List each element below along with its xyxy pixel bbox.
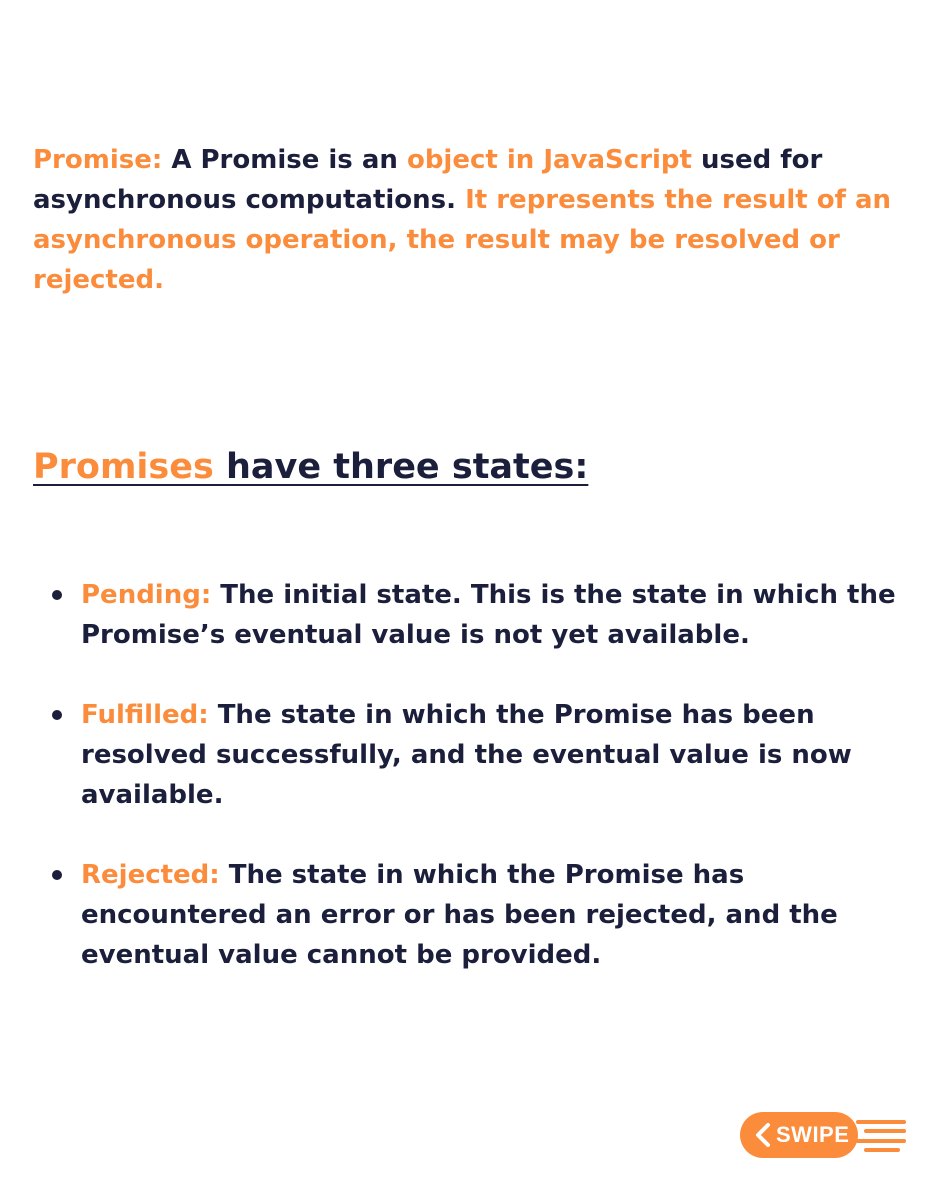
state-label: Fulfilled: — [81, 700, 209, 730]
definition-text-2: used for asynchronous computations. — [33, 145, 823, 215]
definition-highlight-1: object in JavaScript — [406, 145, 692, 175]
bullet-icon — [52, 870, 62, 880]
swipe-label: SWIPE — [776, 1122, 850, 1147]
bullet-icon — [52, 710, 62, 720]
menu-lines-icon — [852, 1116, 908, 1156]
state-item-rejected — [52, 855, 912, 975]
bullet-icon — [52, 590, 62, 600]
state-text: The state in which the Promise has been resolved successfully, and the eventual value is now available. — [81, 700, 852, 810]
states-heading-highlight: Promises — [33, 447, 227, 487]
definition-text-1: A Promise is an — [162, 145, 407, 175]
swipe-button[interactable] — [740, 1112, 908, 1158]
definition-term: Promise: — [33, 145, 163, 175]
chevron-left-icon — [754, 1122, 772, 1148]
state-label: Pending: — [81, 580, 212, 610]
state-item-pending — [52, 575, 912, 655]
state-text: The initial state. This is the state in which the Promise’s eventual value is not yet available. — [81, 580, 896, 650]
state-text: The state in which the Promise has encountered an error or has been rejected, and the eventual value cannot be provided. — [81, 860, 838, 970]
states-heading-text: have three states: — [226, 447, 589, 487]
state-label: Rejected: — [81, 860, 220, 890]
states-heading — [33, 442, 588, 492]
promise-definition — [33, 140, 893, 300]
definition-highlight-2: It represents the result of an asynchronous operation, the result may be resolved or rejected. — [33, 185, 892, 295]
state-item-fulfilled — [52, 695, 912, 815]
